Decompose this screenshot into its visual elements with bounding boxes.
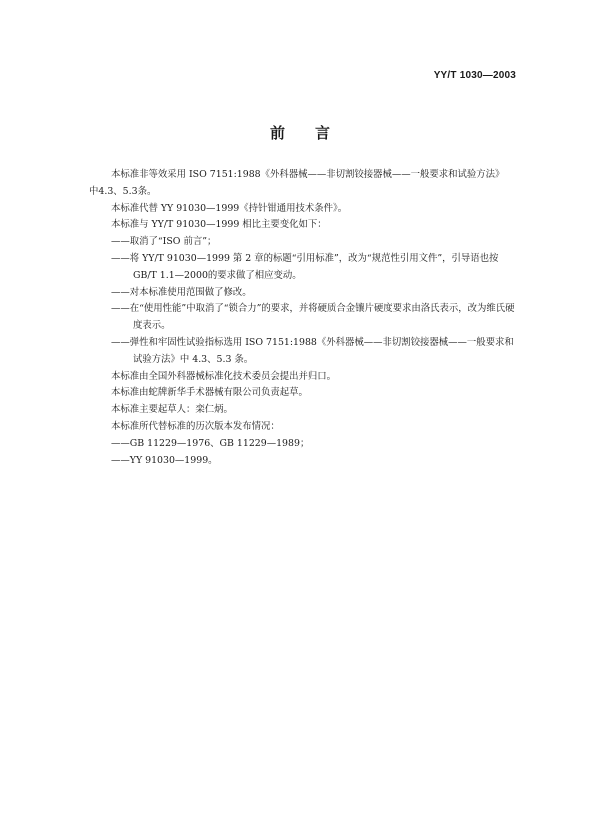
change-item-1: ——取消了“ISO 前言”； [111,236,217,248]
change-item-4-line2: 度表示。 [133,320,171,332]
change-item-5-line1: ——弹性和牢固性试验指标选用 ISO 7151:1988《外科器械——非切割铰接器械——一般要求和 [111,336,514,348]
change-item-4-line1: ——在“使用性能”中取消了“锁合力”的要求，并将硬质合金镶片硬度要求由洛氏表示，改为维氏硬 [111,303,515,315]
standard-number: YY/T 1030—2003 [433,70,516,81]
change-item-5 [89,335,529,369]
paragraph-drafter-org: 本标准由蛇牌新华手术器械有限公司负责起草。 [111,387,308,399]
change-item-5-line2: 试验方法》中 4.3、5.3 条。 [133,353,254,365]
history-item-2: ——YY 91030—1999。 [111,454,218,466]
change-item-2-line1: ——将 YY/T 91030—1999 第 2 章的标题“引用标准”，改为“规范性引用文件”，引导语也按 [111,252,499,264]
change-item-2 [89,251,529,285]
paragraph-drafter-person: 本标准主要起草人：栾仁炳。 [111,404,233,416]
paragraph-adoption-line2: 中4.3、5.3条。 [89,185,157,197]
page-title: 前言 [269,124,360,142]
paragraph-changes-intro: 本标准与 YY/T 91030—1999 相比主要变化如下： [111,219,327,231]
change-item-3: ——对本标准使用范围做了修改。 [111,286,252,298]
change-item-4 [89,301,529,335]
paragraph-replaces: 本标准代替 YY 91030—1999《持针钳通用技术条件》。 [111,202,348,214]
change-item-2-line2: GB/T 1.1—2000的要求做了相应变动。 [133,269,302,281]
paragraph-history-intro: 本标准所代替标准的历次版本发布情况： [111,420,280,432]
paragraph-adoption [89,167,529,184]
paragraph-proposer: 本标准由全国外科器械标准化技术委员会提出并归口。 [111,370,337,382]
foreword-body [89,167,529,469]
history-item-1: ——GB 11229—1976、GB 11229—1989； [111,437,310,449]
paragraph-adoption-cont [89,184,529,201]
paragraph-adoption-line1: 本标准非等效采用 ISO 7151:1988《外科器械——非切割铰接器械——一般要求和试验方法》 [111,169,505,180]
